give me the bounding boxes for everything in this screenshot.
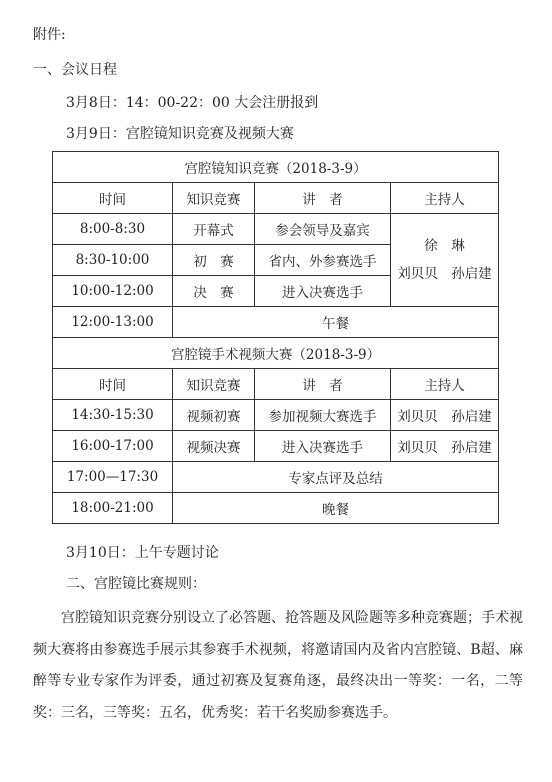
cell-time: 18:00-21:00 xyxy=(53,493,173,524)
table-row xyxy=(53,183,499,214)
quiz-hosts-cell xyxy=(391,214,499,307)
cell-time: 8:00-8:30 xyxy=(53,214,173,245)
cell-time: 8:30-10:00 xyxy=(53,245,173,276)
table-row xyxy=(53,307,499,338)
quiz-host-line2: 刘贝贝 孙启建 xyxy=(397,266,492,282)
day9-schedule: 3月9日：宫腔镜知识竞赛及视频大赛 xyxy=(66,126,294,142)
cell-time: 10:00-12:00 xyxy=(53,276,173,307)
lunch-cell: 午餐 xyxy=(173,307,499,338)
header-host: 主持人 xyxy=(391,369,499,400)
table-row xyxy=(53,493,499,524)
rules-paragraph: 宫腔镜知识竞赛分别设立了必答题、抢答题及风险题等多种竞赛题；手术视频大赛将由参赛选手展示其参赛手术视频，将邀请国内及省内宫腔镜、B超、麻醉等专业专家作为评委，通过初赛及复赛角逐，最终决出一等奖：一名，二等奖：三名，三等奖：五名，优秀奖：若干名奖励参赛选手。 xyxy=(33,610,523,721)
cell-speaker: 进入决赛选手 xyxy=(255,431,391,462)
cell-item: 视频决赛 xyxy=(173,431,255,462)
table-row xyxy=(53,400,499,431)
header-time: 时间 xyxy=(53,369,173,400)
day10-schedule: 3月10日：上午专题讨论 xyxy=(66,545,219,561)
cell-item: 决 赛 xyxy=(173,276,255,307)
cell-item: 开幕式 xyxy=(173,214,255,245)
video-section-title: 宫腔镜手术视频大赛（2018-3-9） xyxy=(53,338,499,369)
cell-time: 14:30-15:30 xyxy=(53,400,173,431)
header-host: 主持人 xyxy=(391,183,499,214)
table-row xyxy=(53,369,499,400)
header-item: 知识竞赛 xyxy=(173,369,255,400)
attachment-label: 附件: xyxy=(33,27,66,43)
cell-speaker: 省内、外参赛选手 xyxy=(255,245,391,276)
cell-time: 16:00-17:00 xyxy=(53,431,173,462)
table-row xyxy=(53,152,499,183)
table-row xyxy=(53,338,499,369)
header-speaker: 讲 者 xyxy=(255,183,391,214)
cell-speaker: 参加视频大赛选手 xyxy=(255,400,391,431)
cell-host: 刘贝贝 孙启建 xyxy=(391,431,499,462)
review-cell: 专家点评及总结 xyxy=(173,462,499,493)
cell-speaker: 进入决赛选手 xyxy=(255,276,391,307)
schedule-table xyxy=(52,151,499,524)
cell-speaker: 参会领导及嘉宾 xyxy=(255,214,391,245)
cell-host: 刘贝贝 孙启建 xyxy=(391,400,499,431)
cell-time: 12:00-13:00 xyxy=(53,307,173,338)
cell-item: 初 赛 xyxy=(173,245,255,276)
table-row xyxy=(53,462,499,493)
header-speaker: 讲 者 xyxy=(255,369,391,400)
section2-title: 二、宫腔镜比赛规则： xyxy=(66,576,206,592)
day8-schedule: 3月8日：14：00-22：00 大会注册报到 xyxy=(66,95,319,111)
section1-title: 一、会议日程 xyxy=(33,62,117,78)
header-item: 知识竞赛 xyxy=(173,183,255,214)
table-row xyxy=(53,431,499,462)
header-time: 时间 xyxy=(53,183,173,214)
cell-time: 17:00—17:30 xyxy=(53,462,173,493)
cell-item: 视频初赛 xyxy=(173,400,255,431)
quiz-section-title: 宫腔镜知识竞赛（2018-3-9） xyxy=(53,152,499,183)
dinner-cell: 晚餐 xyxy=(173,493,499,524)
quiz-host-line1: 徐 琳 xyxy=(424,238,465,254)
table-row xyxy=(53,214,499,245)
